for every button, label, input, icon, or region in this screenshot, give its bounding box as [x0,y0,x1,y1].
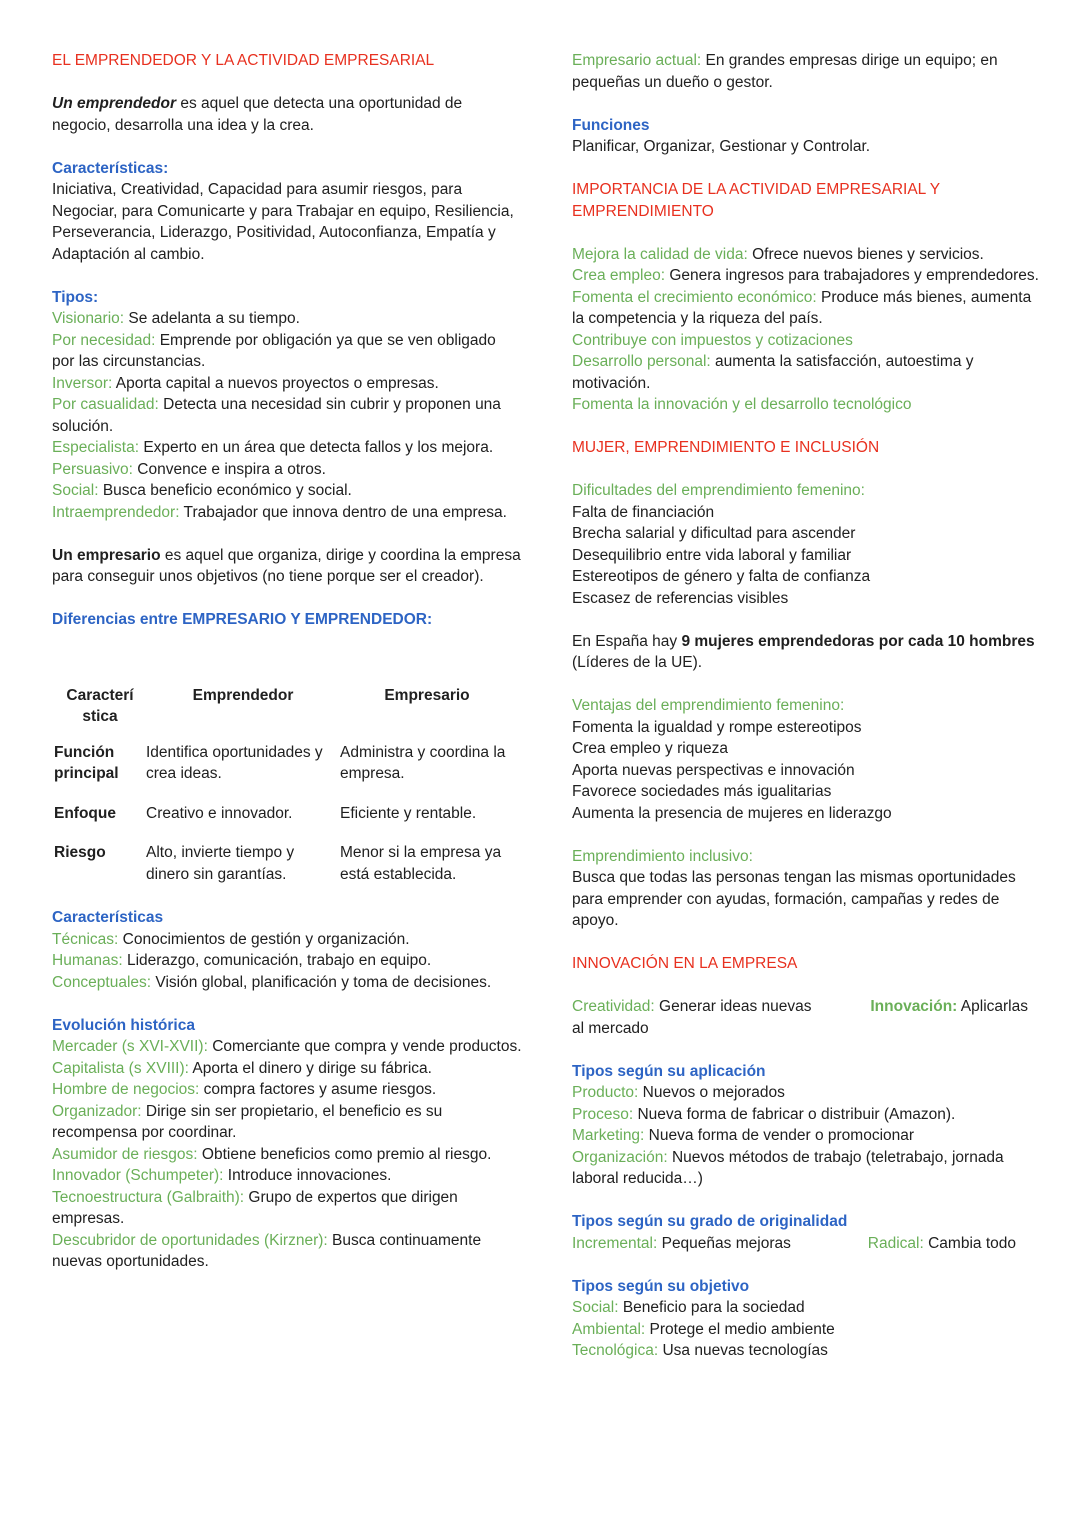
list-item: Desarrollo personal: aumenta la satisfacción, autoestima y motivación. [572,353,974,392]
table-cell: Enfoque [54,804,116,822]
empresario-definition: Un empresario es aquel que organiza, dirige y coordina la empresa para conseguir unos objetivos (no tiene porque ser el creador). [52,546,521,585]
table-row [54,842,514,903]
table-cell: Menor si la empresa ya está establecida. [340,844,502,883]
table-cell: Identifica oportunidades y crea ideas. [146,743,323,782]
list-item: Fomenta la igualdad y rompe estereotipos [572,718,862,736]
diferencias-heading: Diferencias entre EMPRESARIO Y EMPRENDEDOR: [52,611,433,628]
evolucion-heading: Evolución histórica [52,1016,195,1034]
list-item: Aporta nuevas perspectivas e innovación [572,761,855,779]
list-item: Por necesidad: Emprende por obligación ya que se ven obligado por las circunstancias. [52,331,496,370]
list-item: Descubridor de oportunidades (Kirzner): Busca continuamente nuevas oportunidades. [52,1231,482,1270]
list-item: Social: Beneficio para la sociedad [572,1299,805,1316]
list-item: Persuasivo: Convence e inspira a otros. [52,460,326,478]
right-column [572,50,1042,1362]
innovacion-item: Innovación: Aplicarlas [870,998,1028,1015]
list-item: Proceso: Nueva forma de fabricar o distribuir (Amazon). [572,1105,956,1123]
list-item: Hombre de negocios: compra factores y asume riesgos. [52,1081,437,1098]
tipos-list [52,308,522,523]
table-cell: Riesgo [54,844,106,861]
list-item: Crea empleo: Genera ingresos para trabajadores y emprendedores. [572,267,1039,284]
list-item: Organización: Nuevos métodos de trabajo (teletrabajo, jornada laboral reducida…) [572,1148,1004,1187]
list-item: Fomenta la innovación y el desarrollo tecnológico [572,396,912,413]
list-item: Estereotipos de género y falta de confianza [572,568,871,585]
espana-stat: En España hay 9 mujeres emprendedoras por cada 10 hombres (Líderes de la UE). [572,632,1035,671]
table-row [54,803,514,843]
empresario-actual: Empresario actual: En grandes empresas dirige un equipo; en pequeñas un dueño o gestor. [572,52,998,91]
list-item: Intraemprendedor: Trabajador que innova dentro de una empresa. [52,503,507,521]
table-row [54,742,514,803]
list-item: Ambiental: Protege el medio ambiente [572,1320,835,1338]
tipos-heading: Tipos: [52,288,99,306]
originalidad-row [572,1233,1042,1255]
radical-item: Radical: Cambia todo [867,1234,1016,1252]
inclusivo-text: Busca que todas las personas tengan las mismas oportunidades para emprender con ayudas, formación, campañas y redes de apoyo. [572,869,1016,929]
list-item: Falta de financiación [572,503,715,521]
aplicacion-heading: Tipos según su aplicación [572,1062,766,1080]
funciones-heading: Funciones [572,116,650,134]
dificultades-heading: Dificultades del emprendimiento femenino: [572,482,865,499]
section-title-mujer: MUJER, EMPRENDIMIENTO E INCLUSIÓN [572,439,880,456]
list-item: Tecnoestructura (Galbraith): Grupo de expertos que dirigen empresas. [52,1188,458,1227]
originalidad-heading: Tipos según su grado de originalidad [572,1213,848,1230]
caracteristicas-heading: Características: [52,159,169,177]
emprendedor-definition: Un emprendedor es aquel que detecta una oportunidad de negocio, desarrolla una idea y la crea. [52,95,463,134]
funciones-text: Planificar, Organizar, Gestionar y Controlar. [572,138,871,155]
list-item: Mejora la calidad de vida: Ofrece nuevos bienes y servicios. [572,245,984,263]
table-cell: Función principal [54,743,119,782]
section-title-importancia: IMPORTANCIA DE LA ACTIVIDAD EMPRESARIAL Y EMPRENDIMIENTO [572,181,940,220]
list-item: Por casualidad: Detecta una necesidad sin cubrir y proponen una solución. [52,396,501,435]
section-title-innovacion: INNOVACIÓN EN LA EMPRESA [572,955,798,972]
list-item: Contribuye con impuestos y cotizaciones [572,331,853,349]
table-cell: Eficiente y rentable. [340,804,477,822]
list-item: Marketing: Nueva forma de vender o promocionar [572,1127,915,1144]
list-item: Producto: Nuevos o mejorados [572,1084,785,1101]
creatividad-item: Creatividad: Generar ideas nuevas [572,998,812,1015]
list-item: Mercader (s XVI-XVII): Comerciante que compra y vende productos. [52,1038,522,1055]
objetivo-heading: Tipos según su objetivo [572,1277,750,1295]
list-item: Escasez de referencias visibles [572,589,789,607]
al-mercado-text: al mercado [572,1019,649,1037]
list-item: Brecha salarial y dificultad para ascender [572,525,856,542]
list-item: Social: Busca beneficio económico y social. [52,482,352,499]
inclusivo-heading: Emprendimiento inclusivo: [572,847,753,865]
list-item: Organizador: Dirige sin ser propietario, el beneficio es su recompensa por coordinar. [52,1102,443,1141]
ventajas-heading: Ventajas del emprendimiento femenino: [572,697,845,714]
list-item: Favorece sociedades más igualitarias [572,783,832,800]
caracteristicas2-heading: Características [52,909,164,926]
table-header-row [54,685,514,742]
list-item: Técnicas: Conocimientos de gestión y organización. [52,930,410,948]
creatividad-innovacion-row [572,996,1042,1018]
table-header: Caracterí stica [66,686,134,725]
table-header: Emprendedor [192,686,294,704]
list-item: Visionario: Se adelanta a su tiempo. [52,310,300,327]
list-item: Crea empleo y riqueza [572,740,728,757]
table-cell: Alto, invierte tiempo y dinero sin garantías. [146,844,295,883]
list-item: Innovador (Schumpeter): Introduce innovaciones. [52,1167,392,1184]
caracteristicas-text: Iniciativa, Creatividad, Capacidad para asumir riesgos, para Negociar, para Comunicarte y para Trabajar en equipo, Resiliencia, Perseverancia, Liderazgo, Positividad, Autoconfianza, Empatía y Adaptación al cambio. [52,181,514,263]
left-column [52,50,522,1273]
list-item: Inversor: Aporta capital a nuevos proyectos o empresas. [52,374,439,392]
list-item: Capitalista (s XVIII): Aporta el dinero y dirige su fábrica. [52,1059,432,1077]
list-item: Conceptuales: Visión global, planificación y toma de decisiones. [52,973,492,991]
table-header: Empresario [384,686,470,704]
table-cell: Creativo e innovador. [146,804,293,822]
list-item: Desequilibrio entre vida laboral y familiar [572,546,852,564]
list-item: Asumidor de riesgos: Obtiene beneficios como premio al riesgo. [52,1145,492,1163]
list-item: Especialista: Experto en un área que detecta fallos y los mejora. [52,439,494,456]
list-item: Aumenta la presencia de mujeres en liderazgo [572,804,892,822]
incremental-item: Incremental: Pequeñas mejoras [572,1234,791,1252]
list-item: Humanas: Liderazgo, comunicación, trabajo en equipo. [52,952,432,969]
list-item: Tecnológica: Usa nuevas tecnologías [572,1342,828,1359]
table-cell: Administra y coordina la empresa. [340,743,506,782]
diferencias-table [54,685,514,904]
section-title-emprendedor: EL EMPRENDEDOR Y LA ACTIVIDAD EMPRESARIAL [52,52,435,69]
list-item: Fomenta el crecimiento económico: Produce más bienes, aumenta la competencia y la riqueza del país. [572,288,1032,327]
